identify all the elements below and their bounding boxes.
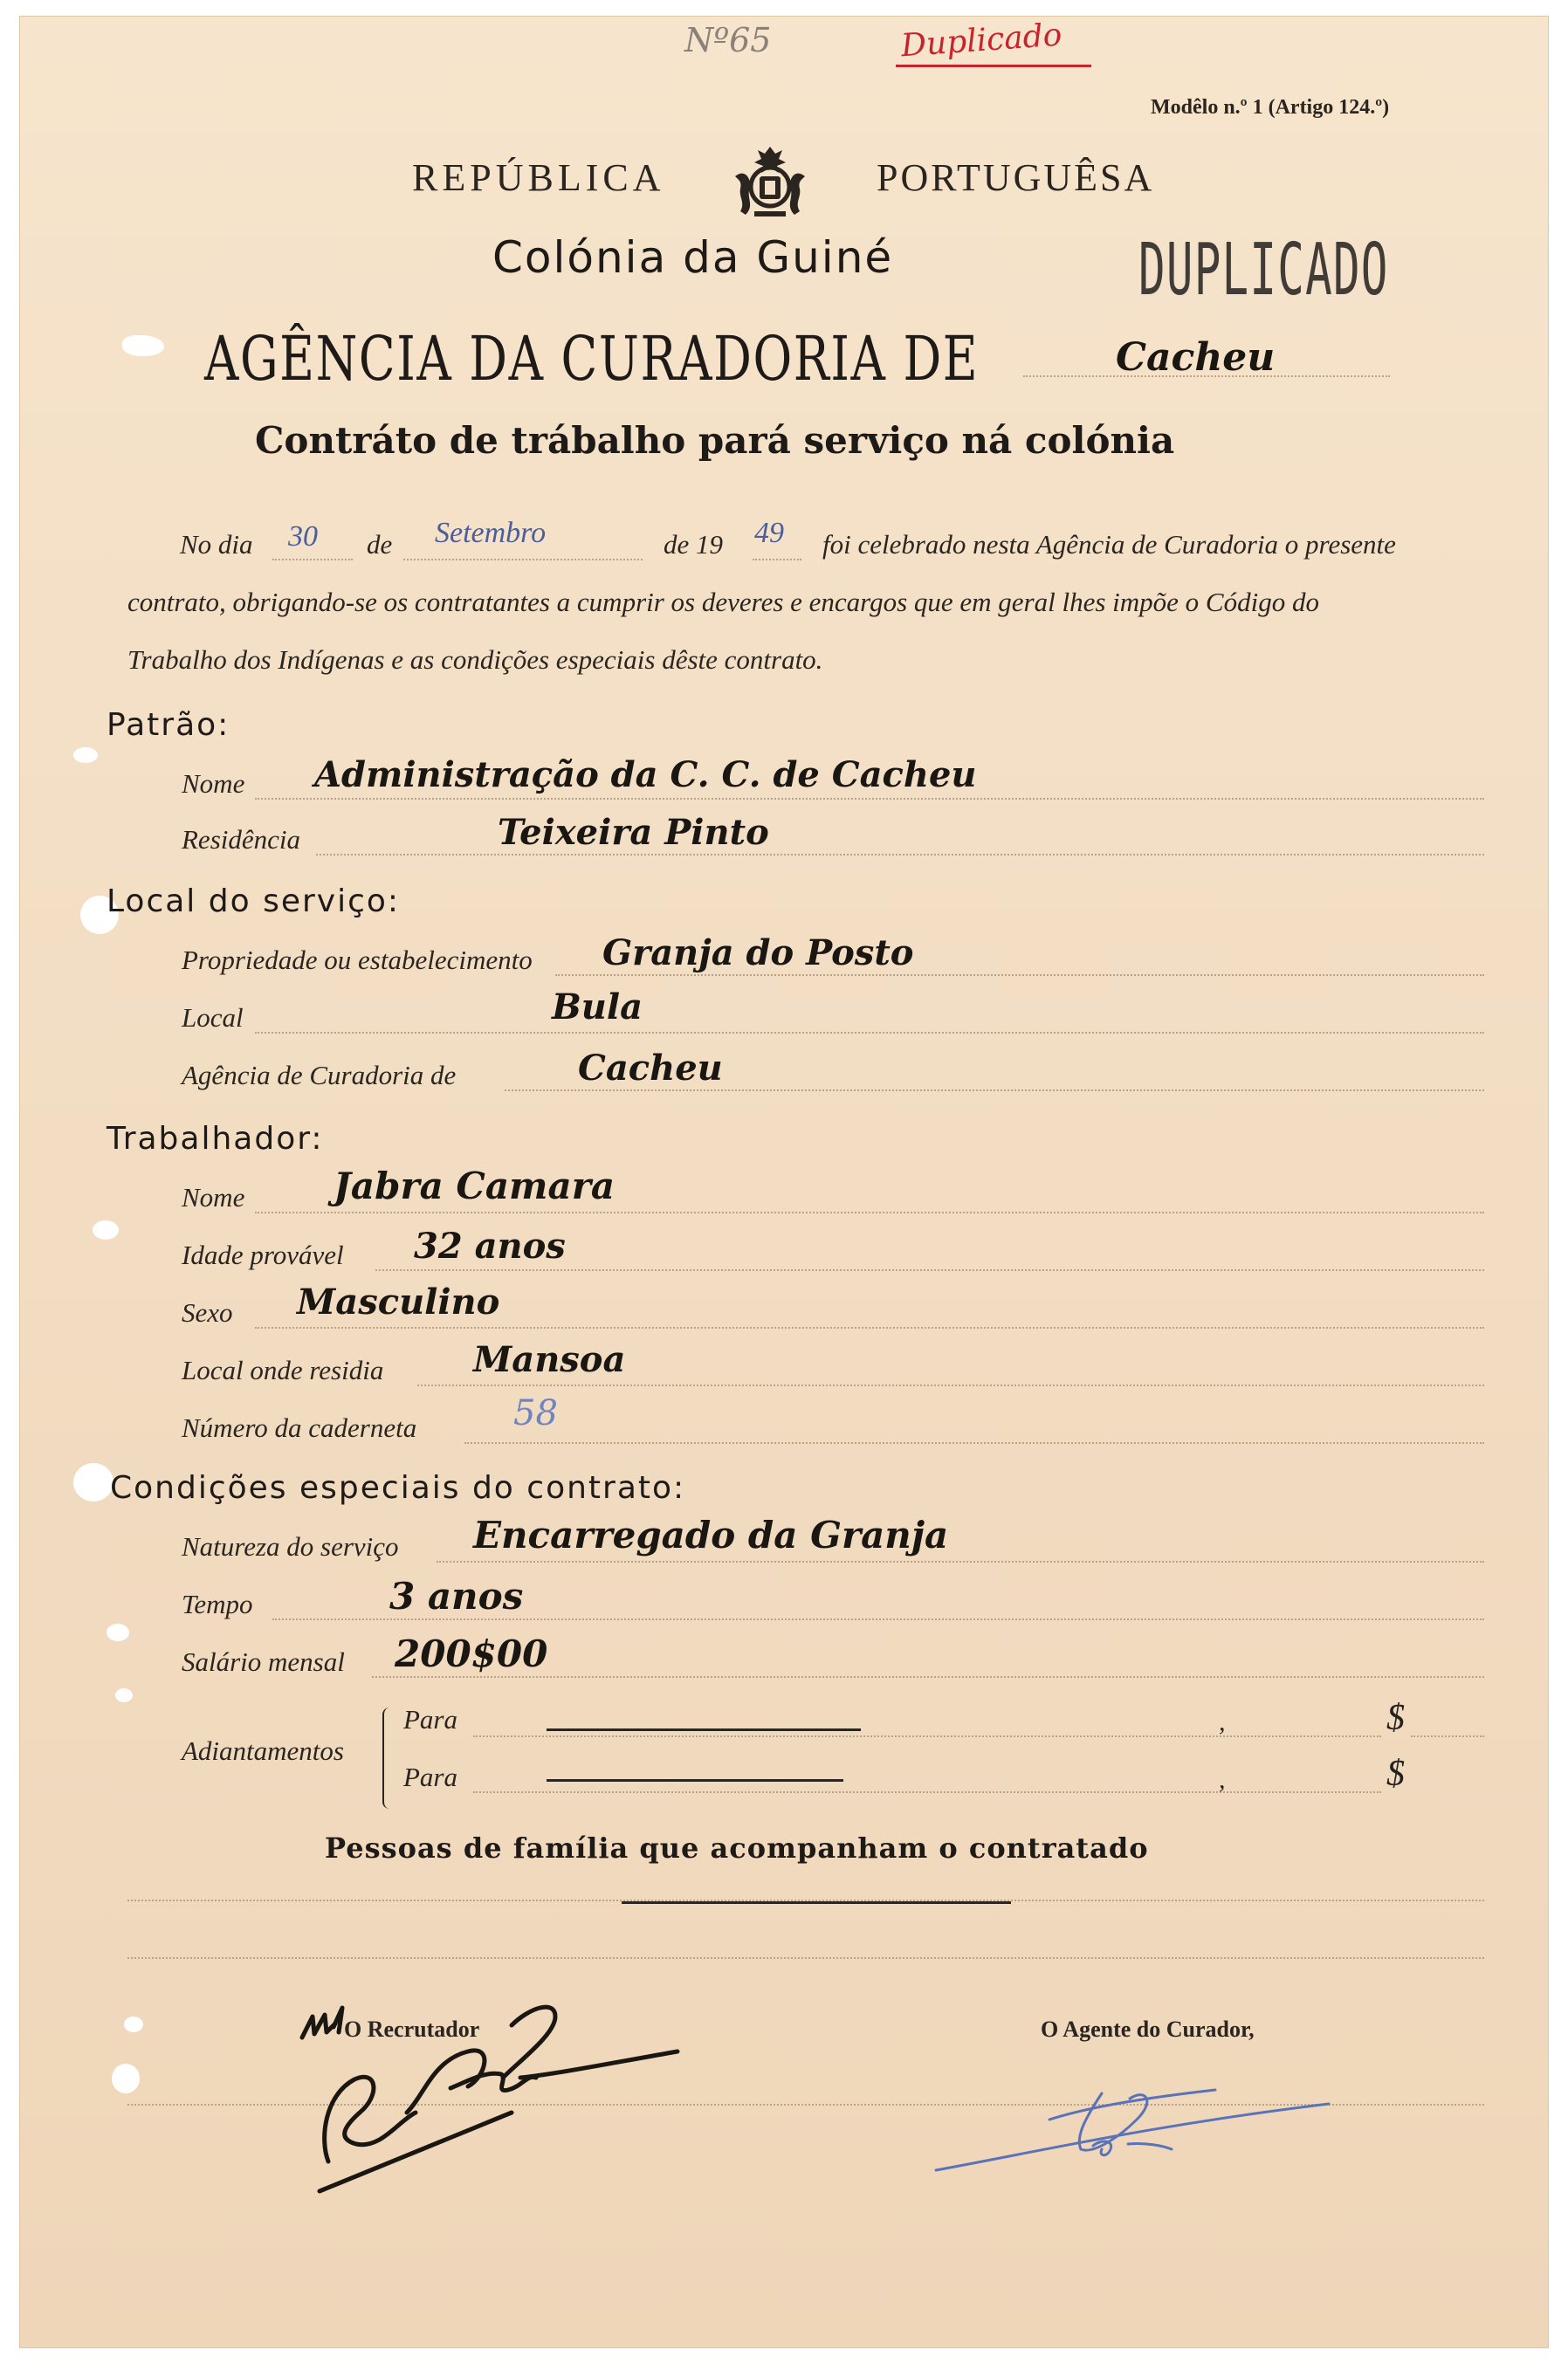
punch-hole (93, 1220, 119, 1240)
agente-label: O Agente do Curador, (1041, 2017, 1255, 2042)
para-label-1: Para (403, 1704, 457, 1735)
patrao-residencia-label: Residência (182, 824, 301, 855)
colony-heading: Colónia da Guiné (492, 232, 894, 283)
tempo-value: 3 anos (389, 1575, 524, 1618)
condicoes-heading: Condições especiais do contrato: (110, 1470, 686, 1506)
sexo-value: Masculino (297, 1282, 500, 1323)
recrutador-signature (293, 1990, 712, 2200)
idade-label: Idade provável (182, 1240, 344, 1270)
trabalhador-nome-value: Jabra Camara (334, 1165, 616, 1207)
comma-1: , (1219, 1708, 1226, 1736)
propriedade-value: Granja do Posto (602, 932, 914, 973)
duplicado-handwritten-note: Duplicado (899, 17, 1063, 65)
contract-document (19, 16, 1549, 2348)
punch-hole (73, 1463, 113, 1502)
dollar-sign-2: $ (1386, 1754, 1405, 1794)
caderneta-value: 58 (513, 1393, 558, 1433)
tempo-label: Tempo (182, 1589, 253, 1619)
residia-label: Local onde residia (182, 1355, 384, 1385)
recrutador-label: O Recrutador (344, 2017, 480, 2042)
residia-value: Mansoa (473, 1339, 626, 1380)
para-label-2: Para (403, 1762, 457, 1792)
punch-hole (115, 1688, 133, 1702)
agency-heading: AGÊNCIA DA CURADORIA DE (204, 323, 980, 395)
agencia-value: Cacheu (578, 1048, 723, 1089)
familia-heading: Pessoas de família que acompanham o contratado (325, 1831, 1149, 1865)
natureza-label: Natureza do serviço (182, 1531, 399, 1562)
local-value: Bula (552, 986, 643, 1027)
patrao-heading: Patrão: (107, 707, 230, 743)
agencia-label: Agência de Curadoria de (182, 1060, 457, 1090)
local-servico-heading: Local do serviço: (107, 883, 401, 919)
caderneta-label: Número da caderneta (182, 1412, 417, 1443)
patrao-nome-label: Nome (182, 768, 245, 799)
salario-value: 200$00 (395, 1632, 548, 1675)
dollar-sign-1: $ (1386, 1698, 1405, 1738)
intro-text-1: foi celebrado nesta Agência de Curadoria o presente (822, 529, 1396, 560)
punch-hole (112, 2064, 140, 2093)
intro-de-19: de 19 (664, 529, 724, 560)
familia-line (622, 1901, 1011, 1904)
punch-hole (122, 335, 164, 356)
intro-text-2: contrato, obrigando-se os contratantes a cumprir os deveres e encargos que em geral lhes impõe o Código do (127, 587, 1319, 617)
salario-label: Salário mensal (182, 1646, 345, 1677)
punch-hole (124, 2017, 143, 2032)
agente-signature (927, 2058, 1346, 2181)
punch-hole (107, 1624, 129, 1641)
comma-2: , (1219, 1765, 1226, 1794)
adiantamentos-label: Adiantamentos (182, 1735, 344, 1766)
adiantamentos-bracket (382, 1708, 393, 1809)
republica-heading: REPÚBLICA (412, 156, 665, 199)
propriedade-label: Propriedade ou estabelecimento (182, 945, 533, 975)
agency-value: Cacheu (1116, 335, 1276, 380)
portuguesa-heading: PORTUGUÊSA (877, 156, 1155, 199)
patrao-residencia-value: Teixeira Pinto (498, 812, 769, 853)
patrao-nome-value: Administração da C. C. de Cacheu (314, 754, 977, 795)
natureza-value: Encarregado da Granja (473, 1514, 949, 1557)
para-line-2 (547, 1779, 843, 1782)
trabalhador-heading: Trabalhador: (107, 1121, 324, 1157)
model-reference: Modêlo n.º 1 (Artigo 124.º) (1151, 96, 1390, 119)
sexo-label: Sexo (182, 1297, 233, 1328)
para-line-1 (547, 1728, 861, 1731)
punch-hole (73, 747, 98, 763)
idade-value: 32 anos (414, 1226, 566, 1267)
red-underline (896, 65, 1091, 67)
intro-month-value: Setembro (435, 517, 547, 549)
duplicado-stamp: DUPLICADO (1138, 229, 1389, 312)
document-title: Contráto de trábalho pará serviço ná colónia (255, 419, 1175, 462)
document-number-note: Nº65 (684, 21, 772, 59)
intro-year-value: 49 (754, 517, 784, 549)
intro-day-value: 30 (288, 520, 318, 553)
intro-no-dia: No dia (180, 529, 253, 560)
intro-de-1: de (367, 529, 393, 560)
intro-text-3: Trabalho dos Indígenas e as condições especiais dêste contrato. (127, 644, 823, 675)
trabalhador-nome-label: Nome (182, 1182, 245, 1213)
coat-of-arms-icon (728, 141, 812, 222)
local-label: Local (182, 1002, 244, 1033)
